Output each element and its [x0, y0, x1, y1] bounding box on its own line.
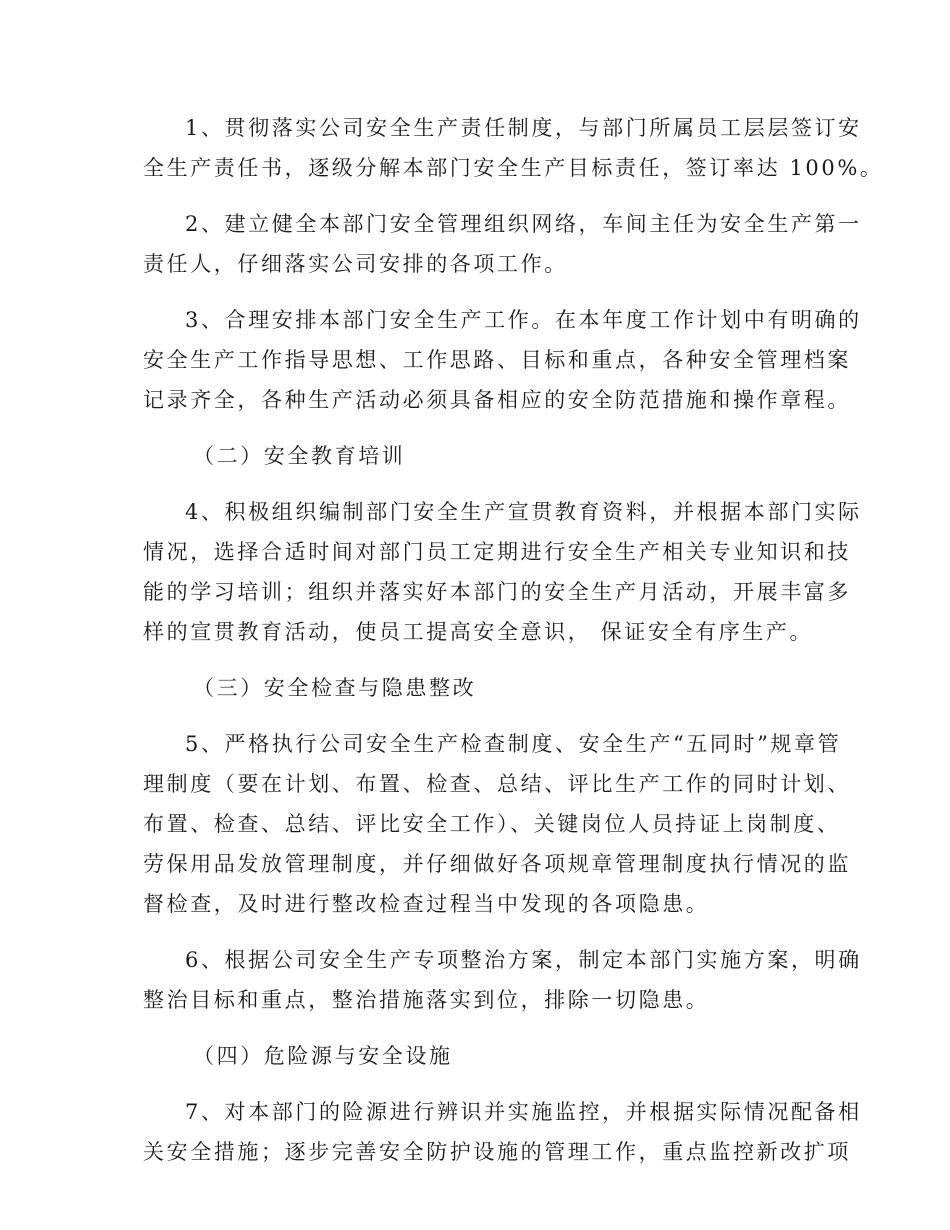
text-line: 2、建立健全本部门安全管理组织网络，车间主任为安全生产第一	[185, 212, 862, 236]
paragraph-6	[143, 940, 862, 1020]
paragraph-1	[143, 108, 884, 188]
text-line: 情况，选择合适时间对部门员工定期进行安全生产相关专业知识和技	[143, 540, 851, 564]
text-line: 4、积极组织编制部门安全生产宣贯教育资料，并根据本部门实际	[185, 500, 862, 524]
text-line: 劳保用品发放管理制度，并仔细做好各项规章管理制度执行情况的监	[143, 852, 851, 876]
paragraph-3	[143, 300, 862, 420]
text-line: 整治目标和重点，整治措施落实到位，排除一切隐患。	[143, 988, 710, 1012]
text-line: 督检查，及时进行整改检查过程当中发现的各项隐患。	[143, 892, 710, 916]
text-line: 理制度（要在计划、布置、检查、总结、评比生产工作的同时计划、	[143, 772, 851, 796]
text-line: 责任人，仔细落实公司安排的各项工作。	[143, 252, 568, 276]
text-line: 记录齐全，各种生产活动必须具备相应的安全防范措施和操作章程。	[143, 388, 851, 412]
document-body	[143, 108, 884, 1172]
section-heading-2	[143, 436, 815, 476]
section-heading-4	[143, 1036, 815, 1076]
section-heading: （四）危险源与安全设施	[193, 1044, 453, 1068]
text-line: 7、对本部门的险源进行辨识并实施监控，并根据实际情况配备相	[185, 1100, 862, 1124]
text-line: 全生产责任书，逐级分解本部门安全生产目标责任，签订率达 100%。	[143, 156, 884, 180]
text-line: 6、根据公司安全生产专项整治方案，制定本部门实施方案，明确	[185, 948, 862, 972]
section-heading: （二）安全教育培训	[193, 444, 406, 468]
text-line: 样的宣贯教育活动，使员工提高安全意识， 保证安全有序生产。	[143, 620, 814, 644]
section-heading: （三）安全检查与隐患整改	[193, 676, 477, 700]
text-line: 5、严格执行公司安全生产检查制度、安全生产“五同时”规章管	[185, 732, 842, 756]
section-heading-3	[143, 668, 815, 708]
text-line: 1、贯彻落实公司安全生产责任制度，与部门所属员工层层签订安	[185, 116, 862, 140]
paragraph-2	[143, 204, 862, 284]
text-line: 能的学习培训；组织并落实好本部门的安全生产月活动，开展丰富多	[143, 580, 851, 604]
text-line: 关安全措施；逐步完善安全防护设施的管理工作，重点监控新改扩项	[143, 1140, 851, 1164]
text-line: 布置、检查、总结、评比安全工作）、关键岗位人员持证上岗制度、	[143, 812, 841, 836]
paragraph-4	[143, 492, 862, 652]
text-line: 3、合理安排本部门安全生产工作。在本年度工作计划中有明确的	[185, 308, 862, 332]
paragraph-7	[143, 1092, 862, 1172]
text-line: 安全生产工作指导思想、工作思路、目标和重点，各种安全管理档案	[143, 348, 851, 372]
paragraph-5	[143, 724, 851, 924]
